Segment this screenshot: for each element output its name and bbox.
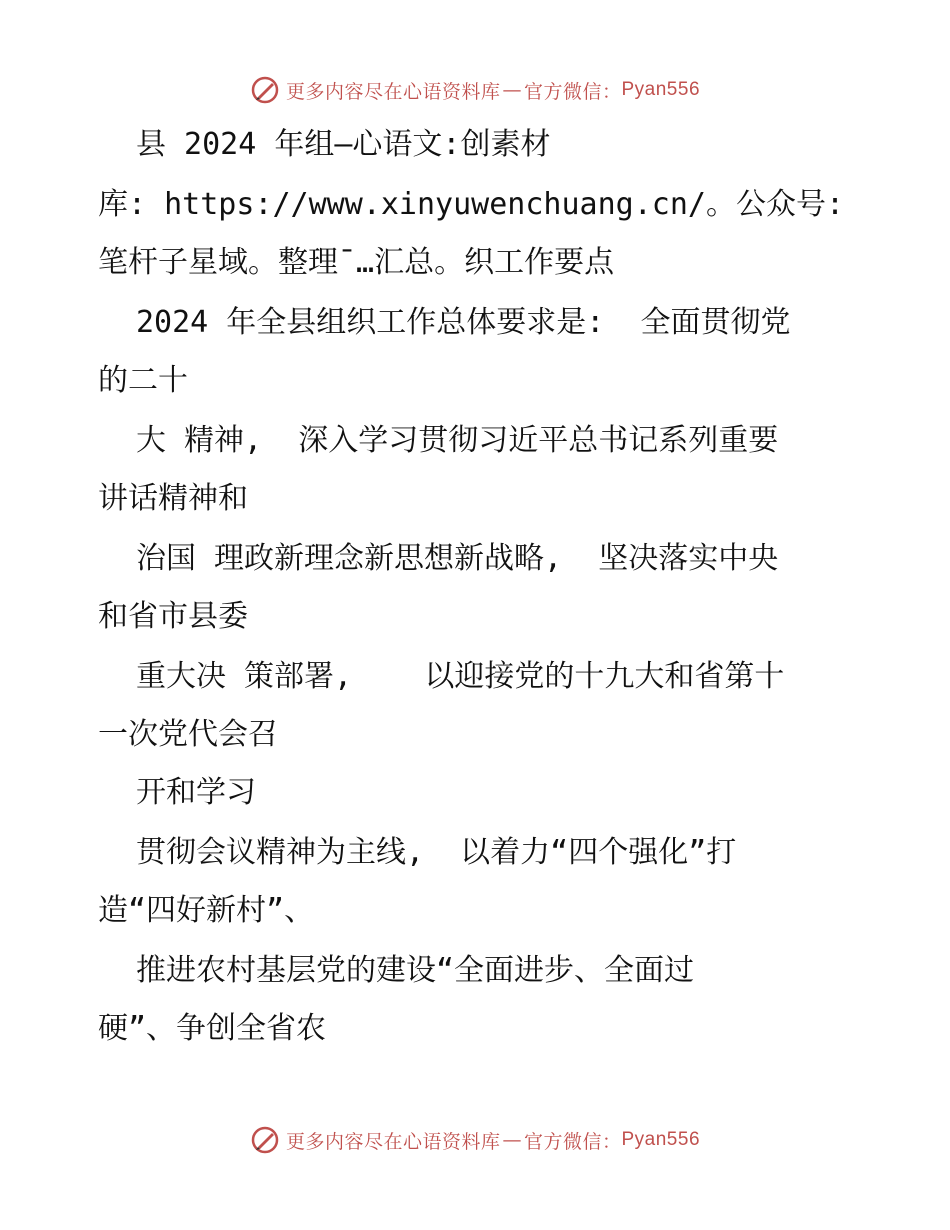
- text-line: 和省市县委: [98, 599, 248, 634]
- footer-watermark: [0, 1120, 950, 1160]
- text-line: 治国 理政新理念新思想新战略, 坚决落实中央: [136, 541, 779, 576]
- text-line: 重大决 策部署, 以迎接党的十九大和省第十: [136, 659, 785, 694]
- watermark-dash: —: [502, 79, 522, 101]
- text-line: 2024 年全县组织工作总体要求是: 全面贯彻党: [136, 305, 791, 340]
- text-line: 笔杆子星域。整理¯…汇总。织工作要点: [98, 245, 615, 280]
- text-line: 库: https://www.xinyuwenchuang.cn/。公众号:: [98, 187, 845, 222]
- watermark-contact-id: Pyan556: [621, 79, 701, 100]
- watermark-contact-label: 官方微信：: [523, 80, 622, 103]
- text-line: 贯彻会议精神为主线, 以着力“四个强化”打: [136, 835, 737, 870]
- watermark-contact-label: 官方微信：: [523, 1130, 622, 1153]
- text-line: 县 2024 年组—心语文:创素材: [136, 127, 551, 162]
- watermark-text: 更多内容尽在心语资料库: [285, 80, 501, 103]
- quill-pen-logo-icon: [250, 1125, 280, 1155]
- header-watermark: [0, 70, 950, 110]
- watermark-contact-id: Pyan556: [621, 1129, 701, 1150]
- quill-pen-logo-icon: [250, 75, 280, 105]
- text-line: 讲话精神和: [98, 481, 248, 516]
- text-line: 推进农村基层党的建设“全面进步、全面过: [136, 953, 695, 988]
- text-line: 一次党代会召: [98, 717, 278, 752]
- text-line: 造“四好新村”、: [98, 893, 315, 928]
- text-line: 硬”、争创全省农: [98, 1011, 327, 1046]
- text-line: 大 精神, 深入学习贯彻习近平总书记系列重要: [136, 423, 779, 458]
- text-line: 开和学习: [136, 775, 256, 810]
- watermark-dash: —: [502, 1129, 522, 1151]
- text-line: 的二十: [98, 363, 188, 398]
- watermark-text: 更多内容尽在心语资料库: [285, 1130, 501, 1153]
